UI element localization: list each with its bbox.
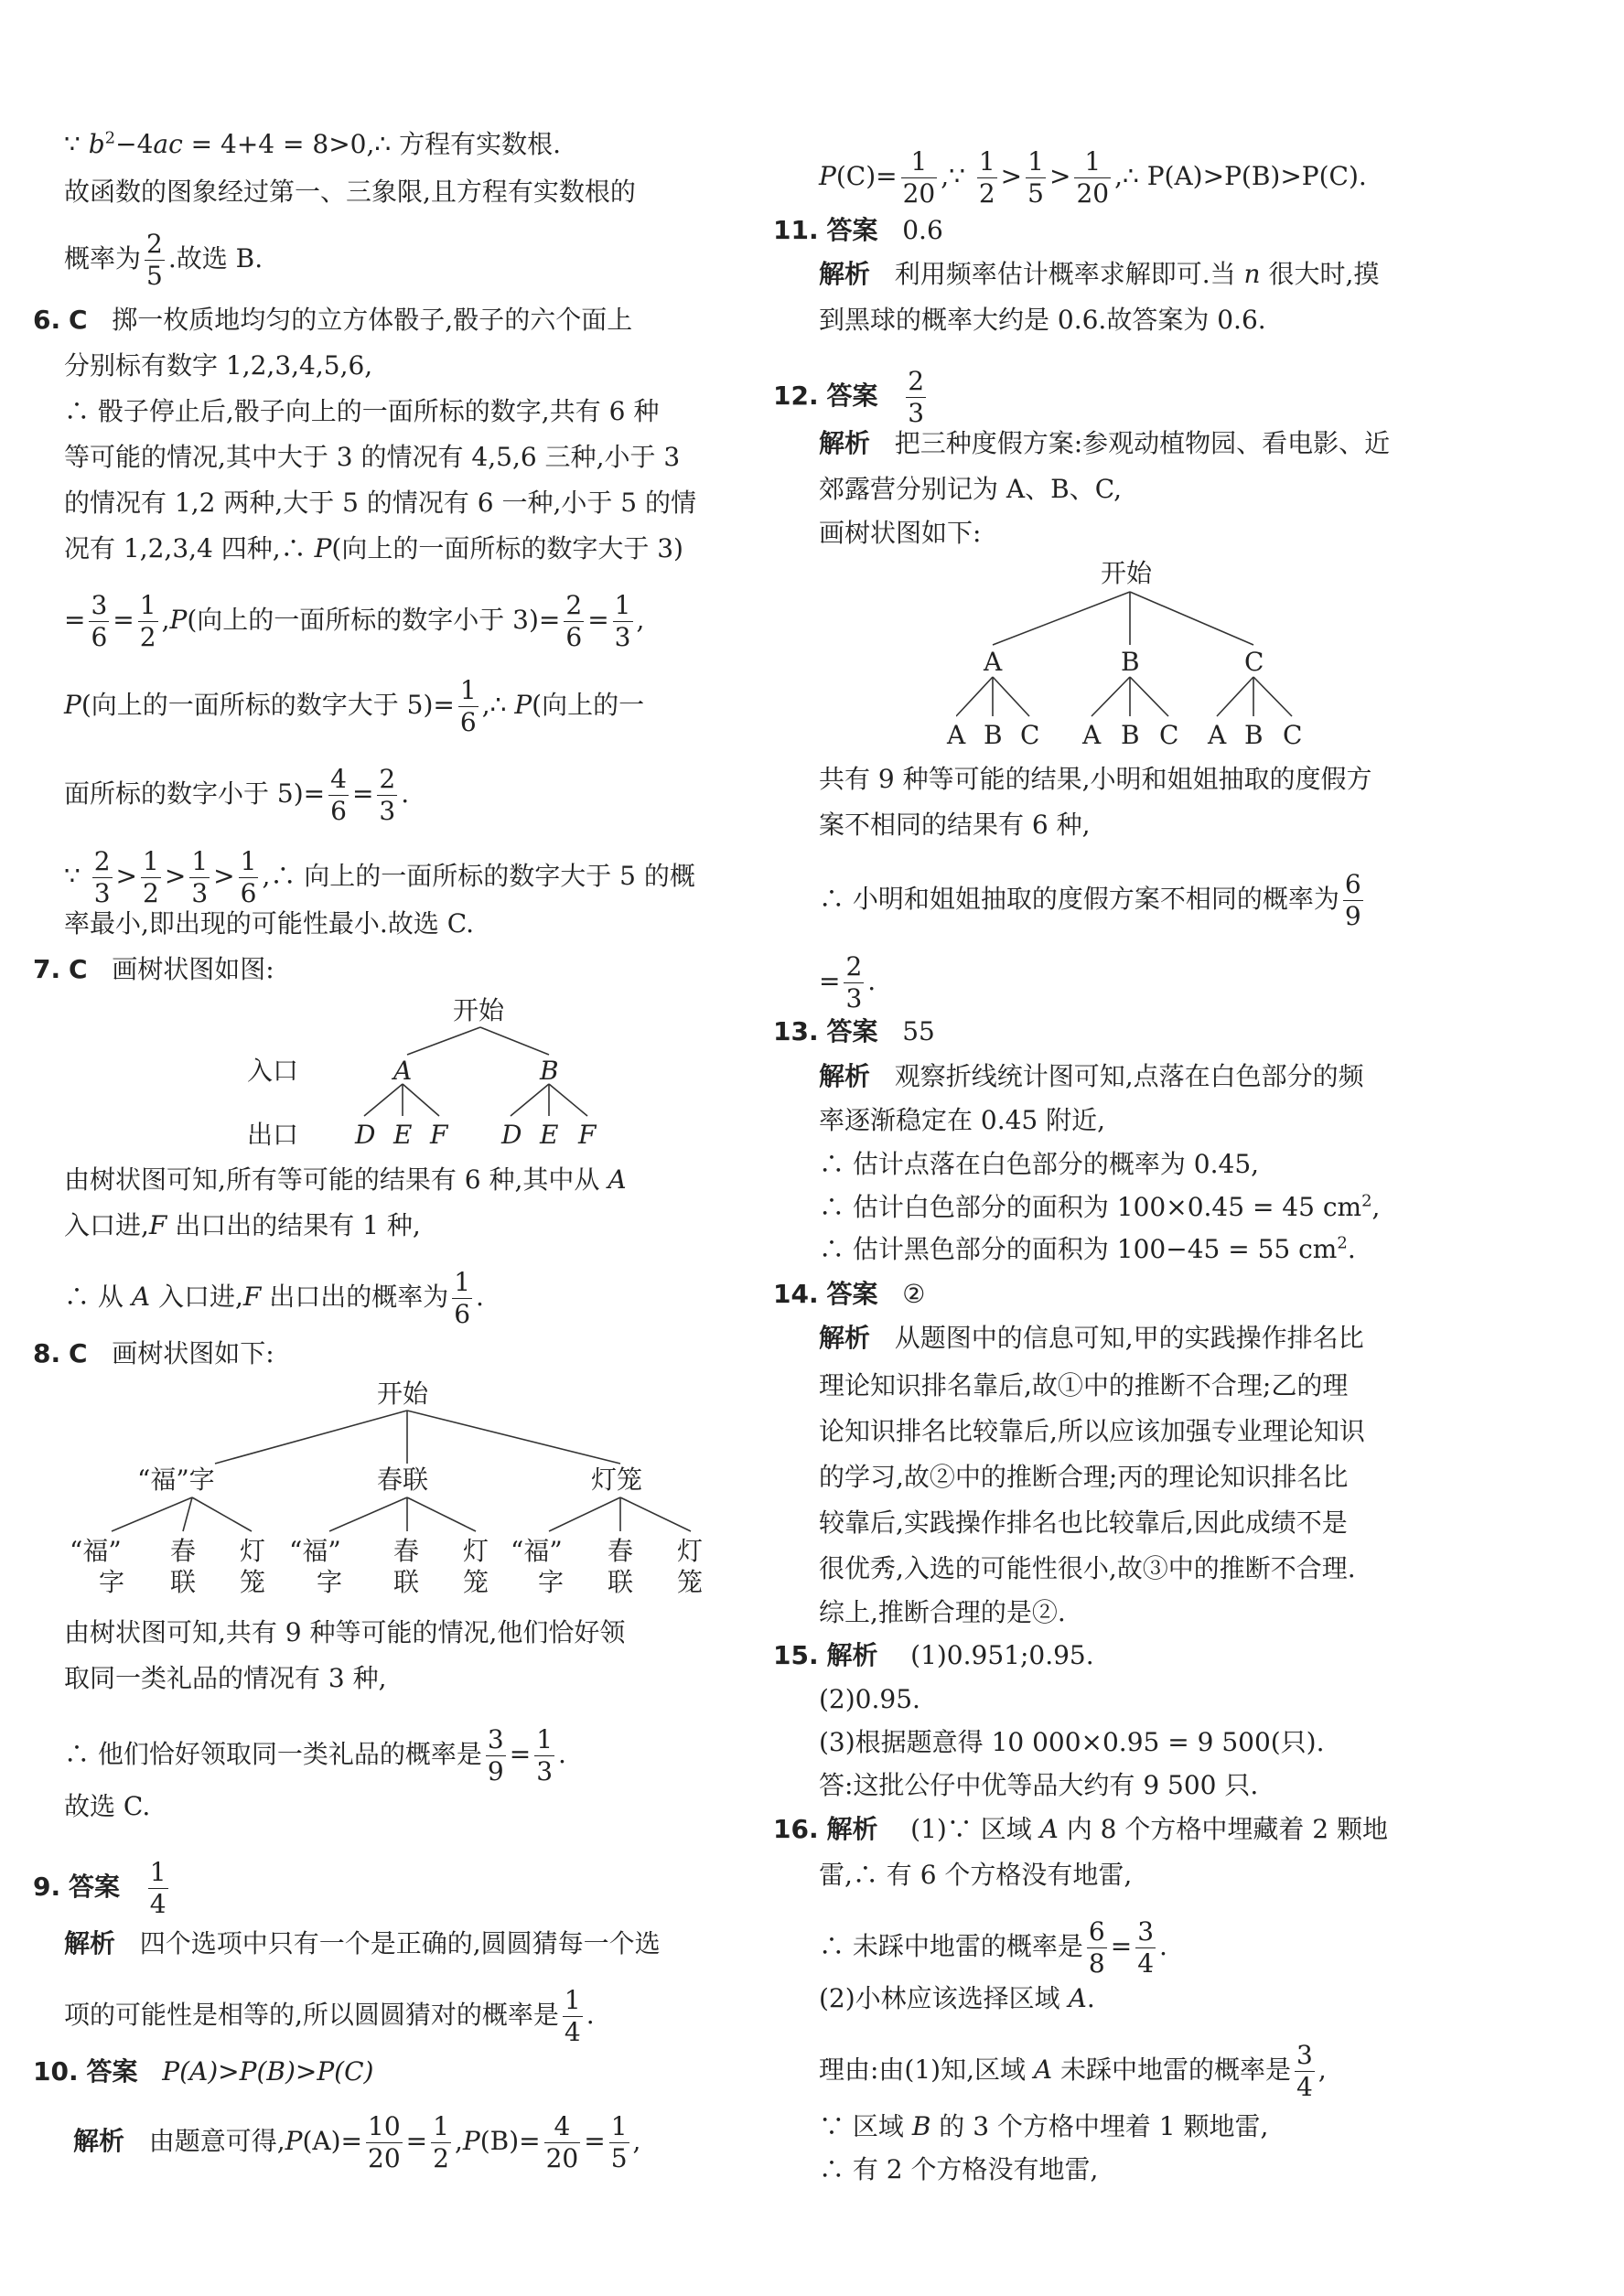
tree-leaf: F	[578, 1120, 597, 1150]
text-line: 由树状图可知,所有等可能的结果有 6 种,其中从 A	[64, 1164, 627, 1195]
question-11: 11. 答案 0.6	[773, 215, 943, 245]
tree-leaf: F	[430, 1120, 448, 1150]
tree-leaf: A	[1208, 720, 1227, 750]
formula-line: ∴ 他们恰好领取同一类礼品的概率是 $\frac{3}{9}$ = $\frac{1}{3}$ .	[64, 1724, 566, 1786]
formula-line: P(C)= $\frac{1}{20}$ ,∵ $\frac{1}{2}$ > $\frac{1}{5}$ > $\frac{1}{20}$ ,∴ P(A)>P(B)>P(C).	[819, 146, 1367, 209]
formula-line: 解析 由题意可得,P(A)= $\frac{10}{20}$ = $\frac{1}{2}$ ,P(B)= $\frac{4}{20}$ = $\frac{1}{5}$ ,	[73, 2111, 641, 2173]
text-line: ∴ 估计白色部分的面积为 100×0.45 = 45 $cm^2$,	[819, 1191, 1381, 1222]
tree-diagram-q8	[64, 1374, 759, 1612]
tree-node: A	[984, 647, 1003, 677]
text-line: (2)0.95.	[819, 1684, 920, 1714]
formula-line: ∴ 未踩中地雷的概率是 $\frac{6}{8}$ = $\frac{3}{4}$ .	[819, 1916, 1167, 1979]
tree-node: 灯笼	[591, 1465, 643, 1495]
tree-leaf: 灯	[677, 1536, 704, 1566]
tree-leaf: 春	[608, 1536, 634, 1566]
tree-root: 开始	[377, 1379, 429, 1409]
tree-leaf: 联	[170, 1567, 197, 1597]
formula-line: 项的可能性是相等的,所以圆圆猜对的概率是 $\frac{1}{4}$ .	[64, 1985, 595, 2047]
question-13: 13. 答案 55	[773, 1016, 935, 1046]
text-line: 入口进,F 出口出的结果有 1 种,	[64, 1210, 421, 1240]
tree-row-label-exit: 出口	[247, 1120, 299, 1150]
text-line: 分别标有数字 1,2,3,4,5,6,	[64, 350, 373, 381]
text-line: ∵ 区域 B 的 3 个方格中埋着 1 颗地雷,	[819, 2111, 1269, 2141]
tree-node: C	[1244, 647, 1264, 677]
fraction: $\frac{2}{5}$	[146, 229, 163, 291]
text-line: 等可能的情况,其中大于 3 的情况有 4,5,6 三种,小于 3	[64, 442, 681, 472]
formula-line: P(向上的一面所标的数字大于 5)= $\frac{1}{6}$ ,∴ P(向上的一	[64, 675, 645, 737]
tree-leaf: 字	[538, 1567, 565, 1597]
tree-root: 开始	[1101, 558, 1153, 588]
tree-node-b: B	[540, 1056, 559, 1086]
text-line: 解析 利用频率估计概率求解即可.当 n 很大时,摸	[819, 259, 1380, 289]
text-line: 由树状图可知,共有 9 种等可能的情况,他们恰好领	[64, 1617, 626, 1647]
line-discriminant: ∵ $b^2-4ac = 4+4$ = 8>0,∴ 方程有实数根.	[64, 128, 561, 159]
tree-leaf: D	[501, 1120, 522, 1150]
tree-leaf: 联	[393, 1567, 420, 1597]
text-line: 理论知识排名靠后,故①中的推断不合理;乙的理	[819, 1370, 1349, 1400]
tree-leaf: C	[1020, 720, 1040, 750]
text-line: 画树状图如下:	[819, 518, 982, 548]
formula-line: ∵ $\frac{2}{3}$ > $\frac{1}{2}$ > $\frac{1}{3}$ > $\frac{1}{6}$ ,∴ 向上的一面所标的数字大于 5 的概	[64, 846, 695, 908]
question-14: 14. 答案 ②	[773, 1279, 926, 1309]
question-9: 9. 答案 $\frac{1}{4}$	[33, 1857, 167, 1919]
tree-leaf: D	[355, 1120, 376, 1150]
tree-leaf: B	[1121, 720, 1140, 750]
text-line: (2)小林应该选择区域 A.	[819, 1983, 1095, 2013]
tree-leaf: 春	[393, 1536, 420, 1566]
text-line: 解析 四个选项中只有一个是正确的,圆圆猜每一个选	[64, 1928, 661, 1958]
text-line: 郊露营分别记为 A、B、C,	[819, 474, 1123, 504]
tree-leaf: B	[1244, 720, 1264, 750]
tree-leaf: E	[393, 1120, 413, 1150]
tree-leaf: B	[984, 720, 1003, 750]
question-7: 7. C 画树状图如图:	[33, 954, 274, 984]
tree-node: 春联	[377, 1465, 429, 1495]
question-15: 15. 解析 (1)0.951;0.95.	[773, 1640, 1094, 1670]
tree-node-a: A	[393, 1056, 413, 1086]
tree-node: “福”字	[137, 1465, 215, 1495]
question-6: 6. C 掷一枚质地均匀的立方体骰子,骰子的六个面上	[33, 305, 633, 335]
text-line: 共有 9 种等可能的结果,小明和姐姐抽取的度假方	[819, 764, 1372, 794]
tree-leaf: “福”	[289, 1536, 341, 1566]
tree-leaf: 联	[608, 1567, 634, 1597]
text-line: 解析 把三种度假方案:参观动植物园、看电影、近	[819, 428, 1391, 458]
formula-line: = $\frac{2}{3}$ .	[819, 951, 877, 1014]
question-16: 16. 解析 (1)∵ 区域 A 内 8 个方格中埋藏着 2 颗地	[773, 1814, 1388, 1844]
text-line: 较靠后,实践操作排名也比较靠后,因此成绩不是	[819, 1507, 1348, 1538]
text-line: 很优秀,入选的可能性很小,故③中的推断不合理.	[819, 1553, 1356, 1583]
tree-leaf: 笼	[240, 1567, 266, 1597]
tree-node: B	[1121, 647, 1140, 677]
tree-root: 开始	[453, 995, 505, 1025]
line-probability-result: 概率为 $\frac{2}{5}$ .故选 B.	[64, 229, 263, 291]
formula-line: ∴ 小明和姐姐抽取的度假方案不相同的概率为 $\frac{6}{9}$	[819, 869, 1361, 931]
tree-leaf: 灯	[240, 1536, 266, 1566]
tree-leaf: 春	[170, 1536, 197, 1566]
text-line: 到黑球的概率大约是 0.6.故答案为 0.6.	[819, 305, 1266, 335]
tree-leaf: C	[1159, 720, 1179, 750]
text-line: 论知识排名比较靠后,所以应该加强专业理论知识	[819, 1416, 1365, 1446]
text-line: 况有 1,2,3,4 四种,∴ P(向上的一面所标的数字大于 3)	[64, 533, 683, 563]
tree-leaf: C	[1283, 720, 1303, 750]
text-line: 率逐渐稳定在 0.45 附近,	[819, 1105, 1106, 1135]
tree-leaf: A	[1082, 720, 1102, 750]
text-line: ∴ 骰子停止后,骰子向上的一面所标的数字,共有 6 种	[64, 396, 660, 426]
question-8: 8. C 画树状图如下:	[33, 1338, 274, 1368]
text-line: 率最小,即出现的可能性最小.故选 C.	[64, 908, 475, 939]
text-line: ∴ 估计黑色部分的面积为 100−45 = 55 $cm^2$.	[819, 1233, 1356, 1264]
tree-leaf: “福”	[70, 1536, 122, 1566]
tree-leaf: 字	[99, 1567, 125, 1597]
text-line: 雷,∴ 有 6 个方格没有地雷,	[819, 1860, 1133, 1890]
text-line: (3)根据题意得 10 000×0.95 = 9 500(只).	[819, 1727, 1325, 1757]
formula-line: 理由:由(1)知,区域 A 未踩中地雷的概率是 $\frac{3}{4}$ ,	[819, 2040, 1327, 2102]
question-10: 10. 答案 P(A)>P(B)>P(C)	[33, 2056, 374, 2087]
text-line: 取同一类礼品的情况有 3 种,	[64, 1663, 387, 1693]
formula-line: 面所标的数字小于 5)= $\frac{4}{6}$ = $\frac{2}{3}$ .	[64, 764, 410, 826]
text-line: 的学习,故②中的推断合理;丙的理论知识排名比	[819, 1462, 1349, 1492]
text-line: 故函数的图象经过第一、三象限,且方程有实数根的	[64, 177, 636, 207]
tree-leaf: 笼	[463, 1567, 489, 1597]
question-12: 12. 答案 $\frac{2}{3}$	[773, 366, 925, 428]
tree-leaf: 灯	[463, 1536, 489, 1566]
tree-diagram-q12	[947, 553, 1304, 755]
formula-line: ∴ 从 A 入口进,F 出口出的概率为 $\frac{1}{6}$ .	[64, 1267, 484, 1329]
formula-line: = $\frac{3}{6}$ = $\frac{1}{2}$ ,P(向上的一面所标的数字小于 3)= $\frac{2}{6}$ = $\frac{1}{3}$ ,	[64, 590, 645, 652]
tree-diagram-q7	[247, 992, 668, 1175]
tree-leaf: 字	[317, 1567, 343, 1597]
tree-leaf: 笼	[677, 1567, 704, 1597]
tree-row-label-entry: 入口	[247, 1056, 299, 1086]
text-line: ∴ 估计点落在白色部分的概率为 0.45,	[819, 1149, 1260, 1179]
text-line: 解析 从题图中的信息可知,甲的实践操作排名比	[819, 1323, 1364, 1353]
text-line: ∴ 有 2 个方格没有地雷,	[819, 2154, 1099, 2184]
text-line: 案不相同的结果有 6 种,	[819, 810, 1091, 840]
text-line: 的情况有 1,2 两种,大于 5 的情况有 6 一种,小于 5 的情	[64, 488, 696, 518]
tree-leaf: A	[947, 720, 966, 750]
text-line: 故选 C.	[64, 1791, 151, 1821]
tree-leaf: E	[540, 1120, 559, 1150]
text-line: 答:这批公仔中优等品大约有 9 500 只.	[819, 1770, 1259, 1800]
tree-leaf: “福”	[511, 1536, 563, 1566]
text-line: 解析 观察折线统计图可知,点落在白色部分的频	[819, 1061, 1364, 1091]
text-line: 综上,推断合理的是②.	[819, 1597, 1066, 1627]
